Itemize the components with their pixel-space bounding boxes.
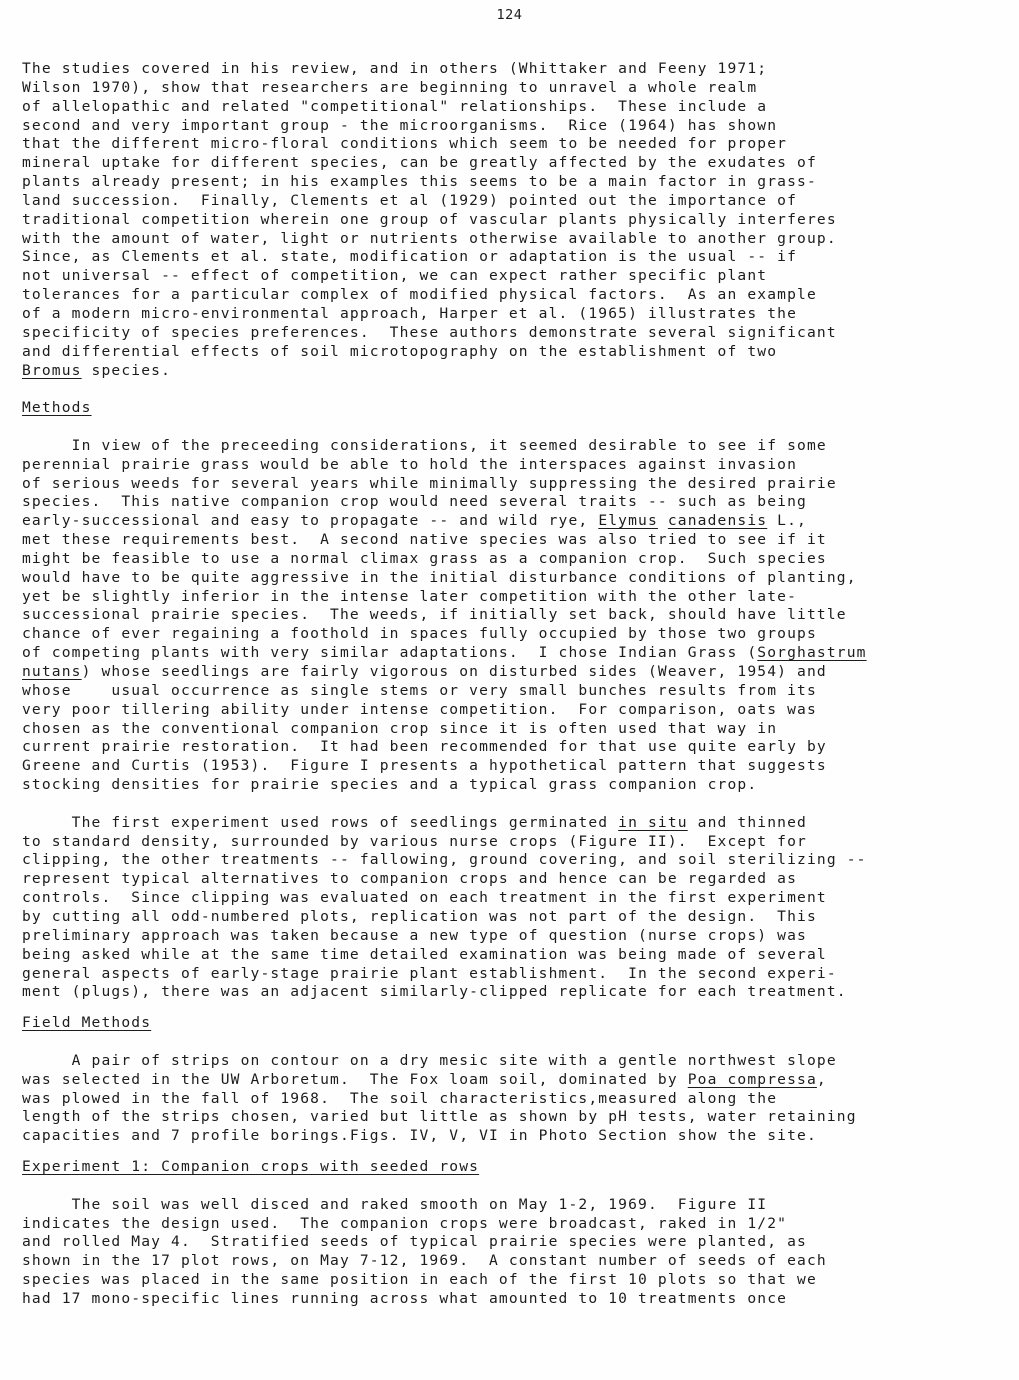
- text-line: In view of the preceeding considerations, it seemed desirable to see if some: [22, 436, 827, 454]
- text-line: represent typical alternatives to companion crops and hence can be regarded as: [22, 870, 798, 888]
- text-line: general aspects of early-stage prairie plant establishment. In the second experi-: [22, 964, 837, 982]
- text-line: might be feasible to use a normal climax grass as a companion crop. Such species: [22, 549, 827, 567]
- text-line: of a modern micro-environmental approach, Harper et al. (1965) illustrates the: [22, 304, 798, 322]
- text-line: with the amount of water, light or nutrients otherwise available to another group.: [22, 229, 837, 247]
- text-line: The soil was well disced and raked smooth on May 1-2, 1969. Figure II: [22, 1195, 768, 1213]
- text-line: shown in the 17 plot rows, on May 7-12, 1969. A constant number of seeds of each: [22, 1252, 827, 1270]
- genus-name: Sorghastrum: [757, 644, 867, 662]
- text-line: [22, 644, 972, 663]
- text-run: of competing plants with very similar adaptations. I chose Indian Grass (: [22, 644, 758, 662]
- text-line: plants already present; in his examples this seems to be a main factor in grass-: [22, 173, 817, 191]
- experiment-1-paragraph: [22, 1196, 972, 1309]
- text-line: stocking densities for prairie species and a typical grass companion crop.: [22, 776, 758, 794]
- heading-text: Field Methods: [22, 1014, 152, 1032]
- text-line: species. This native companion crop would need several traits -- such as being: [22, 493, 807, 511]
- spacer: [22, 1002, 972, 1014]
- text-line: of allelopathic and related "competitional" relationships. These include a: [22, 97, 768, 115]
- text-run: was selected in the UW Arboretum. The Fox loam soil, dominated by: [22, 1070, 688, 1088]
- genus-name: Elymus: [598, 512, 658, 530]
- spacer: [22, 380, 972, 399]
- text-line: was plowed in the fall of 1968. The soil characteristics,measured along the: [22, 1089, 778, 1107]
- page-body: [22, 60, 972, 1309]
- text-line: to standard density, surrounded by various nurse crops (Figure II). Except for: [22, 832, 807, 850]
- text-line: capacities and 7 profile borings.Figs. IV, V, VI in Photo Section show the site.: [22, 1127, 817, 1145]
- text-run: [658, 512, 668, 529]
- spacer: [22, 795, 972, 814]
- text-line: met these requirements best. A second native species was also tried to see if it: [22, 531, 827, 549]
- spacer: [22, 418, 972, 437]
- text-line: length of the strips chosen, varied but little as shown by pH tests, water retaining: [22, 1108, 857, 1126]
- text-run: early-successional and easy to propagate -- and wild rye,: [22, 512, 599, 530]
- intro-paragraph: [22, 60, 972, 380]
- text-line: land succession. Finally, Clements et al (1929) pointed out the importance of: [22, 191, 798, 209]
- section-heading-field-methods: [22, 1014, 972, 1033]
- text-run: ,: [816, 1070, 827, 1088]
- heading-text: Experiment 1: Companion crops with seeded rows: [22, 1158, 480, 1176]
- text-line: Since, as Clements et al. state, modification or adaptation is the usual -- if: [22, 248, 798, 266]
- text-line: chosen as the conventional companion crop since it is often used that way in: [22, 719, 778, 737]
- text-line: clipping, the other treatments -- fallowing, ground covering, and soil sterilizing --: [22, 851, 867, 869]
- text-line: indicates the design used. The companion crops were broadcast, raked in 1/2": [22, 1214, 788, 1232]
- text-line: not universal -- effect of competition, we can expect rather specific plant: [22, 267, 768, 285]
- text-line: would have to be quite aggressive in the initial disturbance conditions of planting,: [22, 568, 857, 586]
- species-name: canadensis: [667, 512, 768, 530]
- text-line: Wilson 1970), show that researchers are beginning to unravel a whole realm: [22, 78, 758, 96]
- spacer: [22, 1146, 972, 1158]
- text-line: species was placed in the same position in each of the first 10 plots so that we: [22, 1271, 817, 1289]
- text-line: by cutting all odd-numbered plots, replication was not part of the design. This: [22, 907, 817, 925]
- text-line: The studies covered in his review, and in others (Whittaker and Feeny 1971;: [22, 60, 768, 77]
- text-line: and rolled May 4. Stratified seeds of typical prairie species were planted, as: [22, 1233, 807, 1251]
- text-line: yet be slightly inferior in the intense later competition with the other late-: [22, 587, 798, 605]
- text-line: of serious weeds for several years while minimally suppressing the desired prairie: [22, 474, 837, 492]
- text-line: successional prairie species. The weeds, if initially set back, should have little: [22, 606, 847, 624]
- text-line: [22, 663, 972, 682]
- text-line: and differential effects of soil microtopography on the establishment of two: [22, 342, 778, 360]
- text-run: L.,: [767, 512, 807, 530]
- text-line: [22, 814, 972, 833]
- text-line: whose usual occurrence as single stems or very small bunches results from its: [22, 681, 817, 699]
- text-line: that the different micro-floral conditions which seem to be needed for proper: [22, 135, 788, 153]
- text-line: current prairie restoration. It had been recommended for that use quite early by: [22, 738, 827, 756]
- text-line: A pair of strips on contour on a dry mesic site with a gentle northwest slope: [22, 1051, 837, 1069]
- latin-term: in situ: [618, 813, 688, 831]
- section-heading-methods: [22, 399, 972, 418]
- text-line: ment (plugs), there was an adjacent similarly-clipped replicate for each treatment.: [22, 983, 847, 1001]
- methods-paragraph-2: [22, 814, 972, 1002]
- field-methods-paragraph: [22, 1052, 972, 1146]
- text-line: Greene and Curtis (1953). Figure I presents a hypothetical pattern that suggests: [22, 757, 827, 775]
- text-run: The first experiment used rows of seedlings germinated: [22, 813, 619, 831]
- text-line: had 17 mono-specific lines running across what amounted to 10 treatments once: [22, 1290, 788, 1307]
- species-name: nutans: [22, 663, 82, 680]
- text-run: ) whose seedlings are fairly vigorous on disturbed sides (Weaver, 1954) and: [81, 663, 827, 680]
- spacer: [22, 1033, 972, 1052]
- species-name: Poa compressa: [687, 1070, 817, 1088]
- page-number: 124: [496, 7, 523, 23]
- text-line: very poor tillering ability under intense competition. For comparison, oats was: [22, 700, 817, 718]
- text-run: and thinned: [687, 813, 807, 831]
- spacer: [22, 1177, 972, 1196]
- text-line: tolerances for a particular complex of modified physical factors. As an example: [22, 286, 817, 304]
- text-line: specificity of species preferences. These authors demonstrate several significant: [22, 323, 837, 341]
- text-line: traditional competition wherein one group of vascular plants physically interferes: [22, 210, 837, 228]
- text-line: [22, 512, 972, 531]
- text-line: chance of ever regaining a foothold in spaces fully occupied by those two groups: [22, 625, 817, 643]
- text-line: [22, 362, 972, 381]
- text-line: mineral uptake for different species, can be greatly affected by the exudates of: [22, 154, 817, 172]
- text-line: controls. Since clipping was evaluated on each treatment in the first experiment: [22, 889, 827, 907]
- genus-name: Bromus: [22, 361, 82, 379]
- heading-text: Methods: [22, 399, 92, 417]
- text-line: perennial prairie grass would be able to hold the interspaces against invasion: [22, 455, 798, 473]
- text-run: species.: [81, 361, 172, 379]
- section-heading-experiment-1: [22, 1158, 972, 1177]
- text-line: second and very important group - the microorganisms. Rice (1964) has shown: [22, 116, 778, 134]
- methods-paragraph-1: [22, 437, 972, 795]
- text-line: preliminary approach was taken because a new type of question (nurse crops) was: [22, 926, 807, 944]
- text-line: [22, 1071, 972, 1090]
- text-line: being asked while at the same time detailed examination was being made of several: [22, 945, 827, 963]
